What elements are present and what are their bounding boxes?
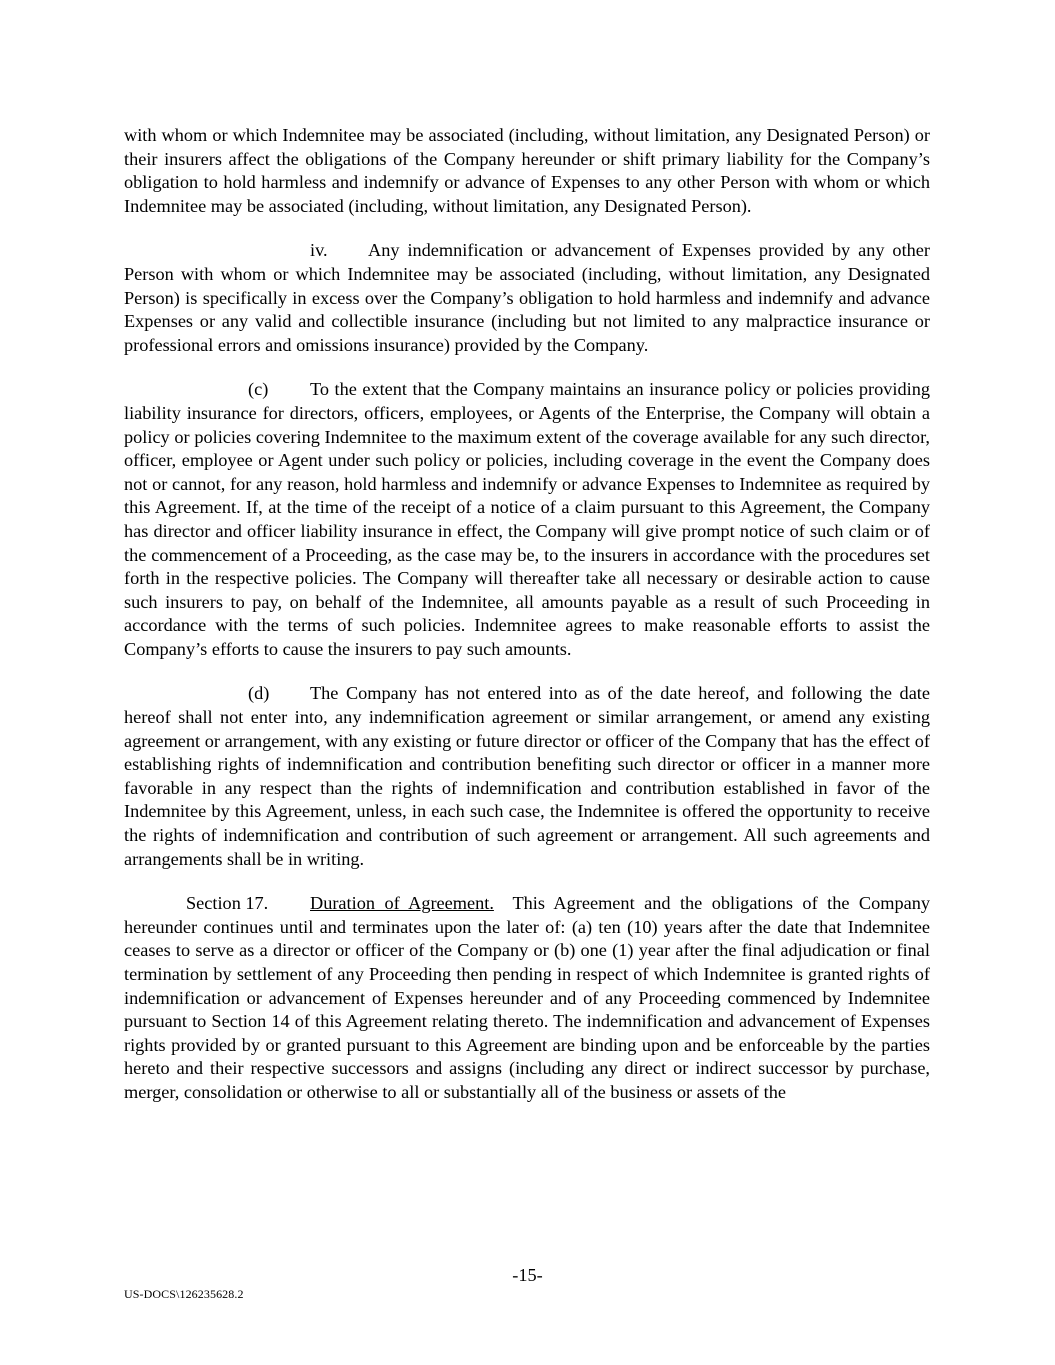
paragraph-text: The Company has not entered into as of the date hereof, and following the date hereof shall not enter into, any indemnification agreement or similar arrangement, or amend any existing agreement or arrangement, with any existing or future director or officer of the Company that has the effect of establishing rights of indemnification and contribution benefiting such director or officer in a manner more favorable in any respect than the rights of indemnification and contribution established in favor of the Indemnitee by this Agreement, unless, in each such case, the Indemnitee is offered the opportunity to receive the rights of indemnification and contribution of such agreement or arrangement. All such agreements and arrangements shall be in writing. [124, 683, 930, 869]
paragraph-label: iv. [310, 240, 328, 261]
document-id: US-DOCS\126235628.2 [124, 1287, 244, 1301]
paragraph-text: with whom or which Indemnitee may be associated (including, without limitation, any Designated Person) or their insurers affect the obligations of the Company hereunder or shift primary liability for the Company’s obligation to hold harmless and indemnify or advance of Expenses to any other Person with whom or which Indemnitee may be associated (including, without limitation, any Designated Person). [124, 125, 930, 216]
paragraph-iv [124, 239, 930, 357]
section-label: Section 17. [186, 893, 269, 914]
document-body [124, 124, 930, 1105]
paragraph-label: (d) [248, 683, 270, 704]
paragraph-c [124, 378, 930, 661]
paragraph-text: To the extent that the Company maintains an insurance policy or policies providing liability insurance for directors, officers, employees, or Agents of the Enterprise, the Company will obtain a policy or policies covering Indemnitee to the maximum extent of the coverage available for any such director, officer, employee or Agent under such policy or policies, including coverage in the event the Company does not or cannot, for any reason, hold harmless and indemnify or advance Expenses to Indemnitee as required by this Agreement. If, at the time of the receipt of a notice of a claim pursuant to this Agreement, the Company has director and officer liability insurance in effect, the Company will give prompt notice of such claim or of the commencement of a Proceeding, as the case may be, to the insurers in accordance with the procedures set forth in the respective policies. The Company will thereafter take all necessary or desirable action to cause such insurers to pay, on behalf of the Indemnitee, all amounts payable as a result of such Proceeding in accordance with the terms of such policies. Indemnitee agrees to make reasonable efforts to assist the Company’s efforts to cause the insurers to pay such amounts. [124, 379, 930, 659]
paragraph-d [124, 682, 930, 871]
paragraph-text: This Agreement and the obligations of the Company hereunder continues until and terminates upon the later of: (a) ten (10) years after the date that Indemnitee ceases to serve as a director or officer of the Company or (b) one (1) year after the final adjudication or final termination by settlement of any Proceeding then pending in respect of which Indemnitee is granted rights of indemnification or advancement of Expenses hereunder and of any Proceeding commenced by Indemnitee pursuant to Section 14 of this Agreement relating thereto. The indemnification and advancement of Expenses rights provided by or granted pursuant to this Agreement are binding upon and be enforceable by the parties hereto and their respective successors and assigns (including any direct or indirect successor by purchase, merger, consolidation or otherwise to all or substantially all of the business or assets of the [124, 893, 930, 1102]
page-number: -15- [512, 1265, 543, 1285]
paragraph-continuation [124, 124, 930, 218]
section-17 [124, 892, 930, 1104]
paragraph-label: (c) [248, 379, 269, 400]
paragraph-text: Any indemnification or advancement of Expenses provided by any other Person with whom or which Indemnitee may be associated (including, without limitation, any Designated Person) is specifically in excess over the Company’s obligation to hold harmless and indemnify and advance Expenses or any valid and collectible insurance (including but not limited to any malpractice insurance or professional errors and omissions insurance) provided by the Company. [124, 240, 930, 355]
section-heading: Duration of Agreement. [310, 893, 494, 914]
